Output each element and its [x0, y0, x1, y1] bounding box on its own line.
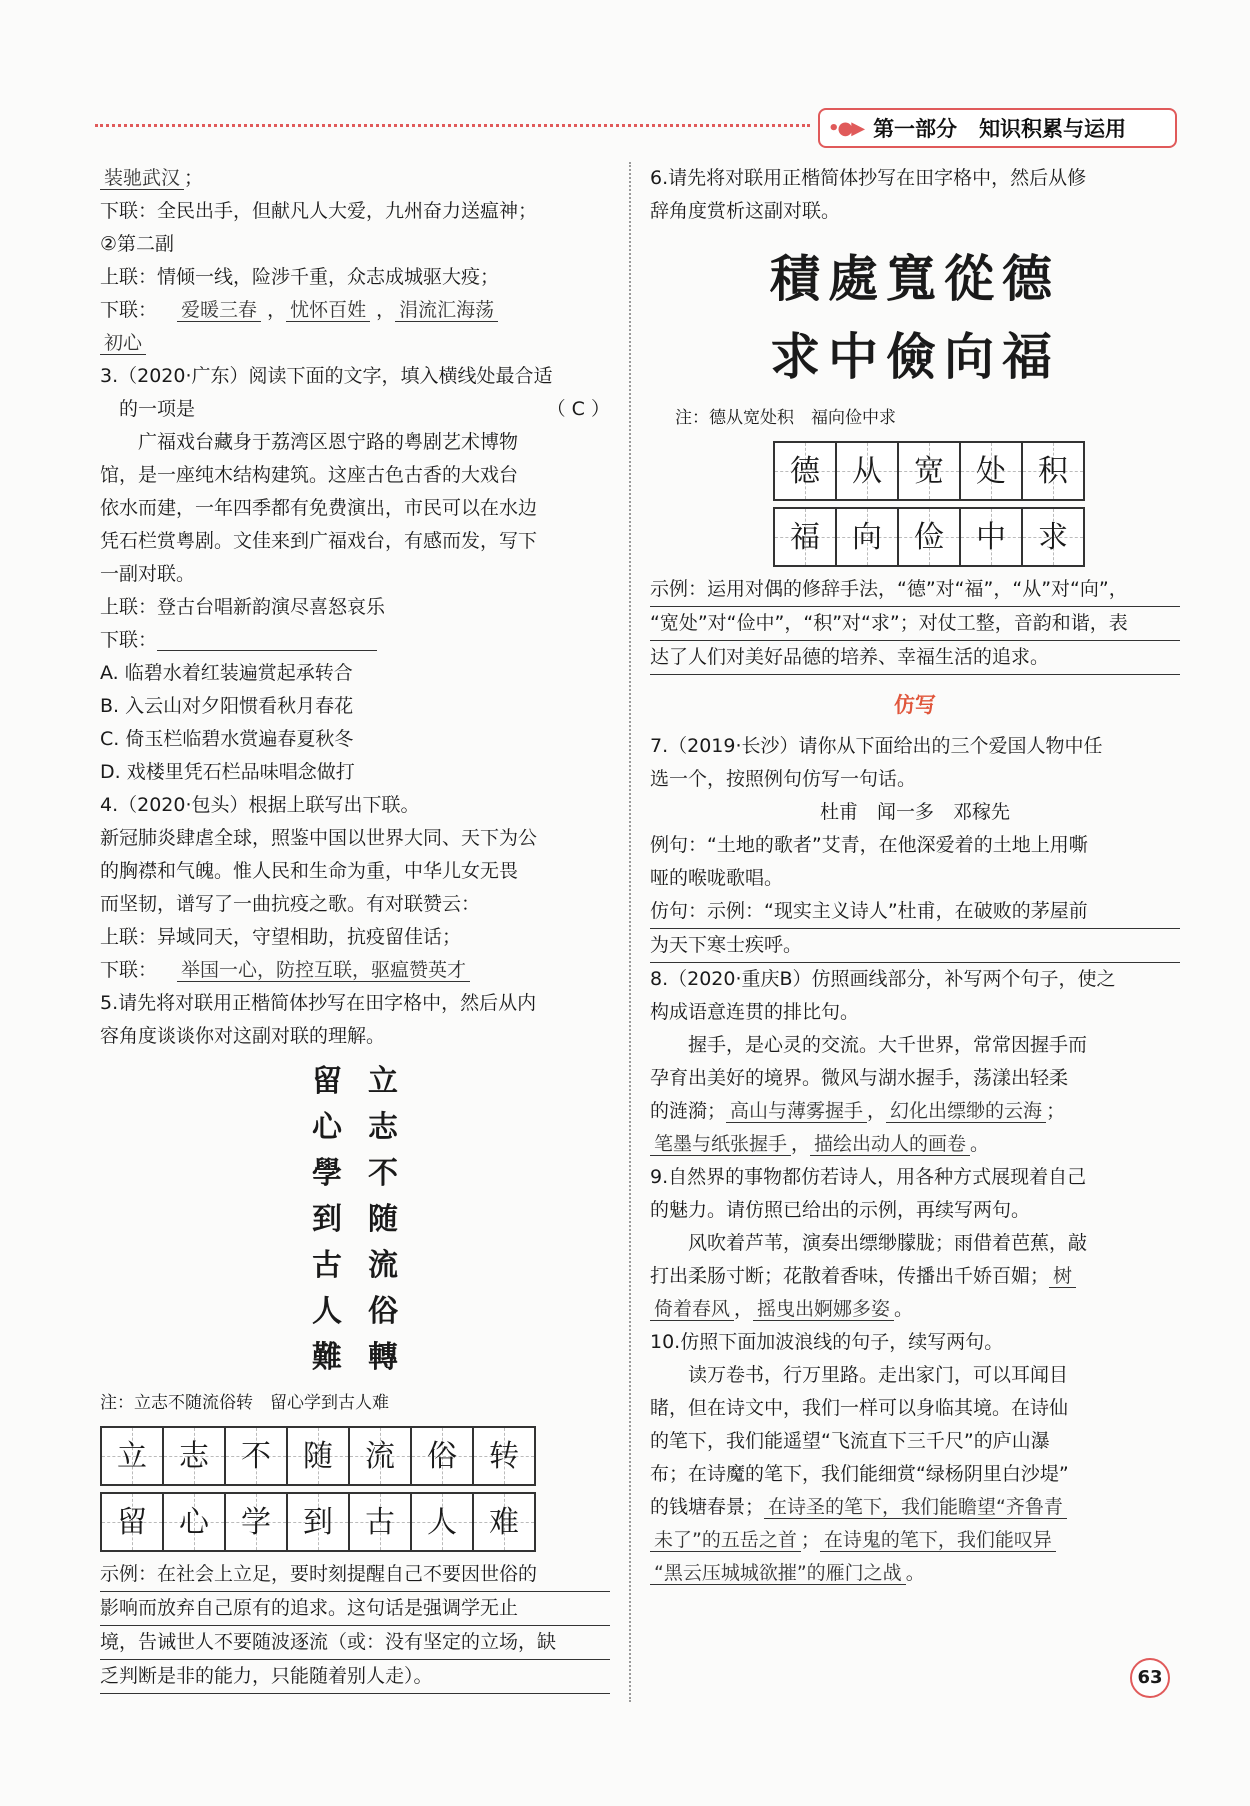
text: 下联： [100, 959, 158, 981]
line: 下联：全民出手，但献凡人大爱，九州奋力送瘟神； [100, 200, 538, 222]
q6-grid-1 [773, 441, 1180, 501]
q9-head2: 的魅力。请仿照已给出的示例，再续写两句。 [650, 1199, 1031, 1221]
grid-cell: 俗 [410, 1426, 472, 1486]
calligraphy-right-column [368, 1059, 398, 1381]
line: “黑云压城城欲摧”的雁门之战 。 [650, 1557, 1180, 1590]
calli-char: 随 [368, 1202, 398, 1237]
calli-char: 心 [312, 1110, 342, 1145]
q5-calligraphy [100, 1059, 610, 1381]
header-arrow-icon: •●▶ [828, 117, 864, 139]
q5-answer-line: 影响而放弃自己原有的追求。这句话是强调学无止 [100, 1592, 610, 1626]
section-title: 仿写 [894, 693, 936, 717]
q6-grid-2 [773, 507, 1180, 567]
q6-calligraphy [650, 246, 1180, 390]
line: 广福戏台藏身于荔湾区恩宁路的粤剧艺术博物 [138, 431, 519, 453]
answer: 幻化出缥缈的云海 [886, 1100, 1046, 1123]
calli-char: 志 [368, 1110, 398, 1145]
line: 打出柔肠寸断；花散着香味，传播出千娇百媚； 树 [650, 1260, 1180, 1293]
calli-char: 到 [312, 1202, 342, 1237]
grid-cell: 福 [773, 507, 835, 567]
grid-cell: 流 [348, 1426, 410, 1486]
line: 的钱塘春景； 在诗圣的笔下，我们能瞻望“齐鲁青 [650, 1491, 1180, 1524]
line [100, 954, 610, 987]
q9-head: 9.自然界的事物都仿若诗人，用各种方式展现着自己 [650, 1166, 1087, 1188]
q5-answer-line: 境，告诫世人不要随波逐流（或：没有坚定的立场，缺 [100, 1626, 610, 1660]
line: 上联：情倾一线，险涉千重，众志成城驱大疫； [100, 266, 500, 288]
text: 下联： [100, 629, 158, 651]
line: 未了”的五岳之首 ； 在诗鬼的笔下，我们能叹异 [650, 1524, 1180, 1557]
q3-head: 3.（2020·广东）阅读下面的文字，填入横线处最合适 [100, 365, 553, 387]
grid-cell: 从 [835, 441, 897, 501]
text: 的一项是 [119, 398, 196, 420]
answer: 未了”的五岳之首 [650, 1529, 801, 1552]
calligraphy-bottom-line: 求中儉向福 [770, 327, 1060, 386]
line [100, 327, 610, 360]
line: 风吹着芦苇，演奏出缥缈朦胧；雨借着芭蕉，敲 [688, 1232, 1088, 1254]
right-column [650, 162, 1180, 1590]
header-section: 第一部分 [873, 117, 958, 141]
line: 布；在诗魔的笔下，我们能细赏“绿杨阴里白沙堤” [650, 1463, 1069, 1485]
q3-answer: （ C ） [546, 398, 610, 420]
calli-char: 古 [312, 1248, 342, 1283]
answer: 忧怀百姓 [286, 299, 370, 322]
answer: 树 [1049, 1265, 1076, 1288]
calli-char: 流 [368, 1248, 398, 1283]
q5-answer-line: 乏判断是非的能力，只能随着别人走）。 [100, 1660, 610, 1694]
grid-cell: 向 [835, 507, 897, 567]
q7-answer-line: 仿句：示例：“现实主义诗人”杜甫，在破败的茅屋前 [650, 895, 1180, 929]
q8-head2: 构成语意连贯的排比句。 [650, 1001, 860, 1023]
line: 的笔下，我们能遥望“飞流直下三千尺”的庐山瀑 [650, 1430, 1050, 1452]
q7-answer-line: 为天下寒士疾呼。 [650, 929, 1180, 963]
calli-char: 轉 [368, 1340, 398, 1375]
answer: 摇曳出婀娜多姿 [753, 1298, 894, 1321]
q7-people: 杜甫 闻一多 邓稼先 [819, 801, 1010, 823]
q6-head2: 辞角度赏析这副对联。 [650, 200, 841, 222]
blank-line[interactable] [157, 630, 377, 651]
q6-answer-line: 达了人们对美好品德的培养、幸福生活的追求。 [650, 641, 1180, 675]
line: 上联：异域同天，守望相助，抗疫留佳话； [100, 926, 462, 948]
text: ； [184, 167, 204, 189]
line: 读万卷书，行万里路。走出家门，可以耳闻目 [688, 1364, 1069, 1386]
grid-cell: 随 [286, 1426, 348, 1486]
header-title: 知识积累与运用 [979, 117, 1127, 141]
q7-head: 7.（2019·长沙）请你从下面给出的三个爱国人物中任 [650, 735, 1103, 757]
q6-note: 注：德从宽处积 福向俭中求 [675, 408, 896, 428]
q5-head: 5.请先将对联用正楷简体抄写在田字格中，然后从内 [100, 992, 537, 1014]
grid-cell: 转 [472, 1426, 536, 1486]
calligraphy-top-line: 積處寬從德 [770, 249, 1060, 308]
line: 下联： 爱暖三春 ， 忧怀百姓 ， 涓流汇海荡 [100, 294, 610, 327]
q5-grid-2 [100, 1492, 610, 1552]
grid-cell: 德 [773, 441, 835, 501]
line: 馆，是一座纯木结构建筑。这座古色古香的大戏台 [100, 464, 519, 486]
line: 而坚韧，谱写了一曲抗疫之歌。有对联赞云： [100, 893, 481, 915]
option-a: A. 临碧水着红装遍赏起承转合 [100, 662, 353, 684]
calli-char: 學 [312, 1156, 342, 1191]
line: 孕育出美好的境界。微风与湖水握手，荡漾出轻柔 [650, 1067, 1069, 1089]
answer: 倚着春风 [650, 1298, 734, 1321]
q8-head: 8.（2020·重庆B）仿照画线部分，补写两个句子，使之 [650, 968, 1116, 990]
answer: 装驰武汉 [100, 167, 184, 190]
line: 上联：登古台唱新韵演尽喜怒哀乐 [100, 596, 386, 618]
line [100, 162, 610, 195]
line: 哑的喉咙歌唱。 [650, 867, 784, 889]
answer: 在诗圣的笔下，我们能瞻望“齐鲁青 [764, 1496, 1067, 1519]
grid-cell: 中 [959, 507, 1021, 567]
header-dotted-line [95, 124, 810, 127]
answer: 高山与薄雾握手 [726, 1100, 867, 1123]
header-badge [818, 108, 1177, 148]
answer: 在诗鬼的笔下，我们能叹异 [820, 1529, 1056, 1552]
grid-cell: 积 [1021, 441, 1085, 501]
line: 凭石栏赏粤剧。文佳来到广福戏台，有感而发，写下 [100, 530, 538, 552]
q5-note: 注：立志不随流俗转 留心学到古人难 [100, 1393, 389, 1413]
calli-char: 不 [368, 1156, 398, 1191]
line: 睹，但在诗文中，我们一样可以身临其境。在诗仙 [650, 1397, 1069, 1419]
answer: 爱暖三春 [177, 299, 261, 322]
column-divider [629, 162, 631, 1702]
answer: 举国一心，防控互联，驱瘟赞英才 [177, 959, 470, 982]
left-column [100, 162, 610, 1694]
q6-answer-line: “宽处”对“俭中”，“积”对“求”；对仗工整，音韵和谐，表 [650, 607, 1180, 641]
grid-cell: 心 [162, 1492, 224, 1552]
answer: 初心 [100, 332, 146, 355]
calli-char: 立 [368, 1064, 398, 1099]
line: 的涟漪； 高山与薄雾握手 ， 幻化出缥缈的云海 ； [650, 1100, 1066, 1122]
calli-char: 俗 [368, 1294, 398, 1329]
grid-cell: 到 [286, 1492, 348, 1552]
grid-cell: 难 [472, 1492, 536, 1552]
line: 依水而建，一年四季都有免费演出，市民可以在水边 [100, 497, 538, 519]
q10-head: 10.仿照下面加波浪线的句子，续写两句。 [650, 1331, 1004, 1353]
line: 笔墨与纸张握手 ， 描绘出动人的画卷 。 [650, 1128, 1180, 1161]
q5-answer-line: 示例：在社会上立足，要时刻提醒自己不要因世俗的 [100, 1558, 610, 1592]
line: 的胸襟和气魄。惟人民和生命为重，中华儿女无畏 [100, 860, 519, 882]
q6-answer-line: 示例：运用对偶的修辞手法，“德”对“福”，“从”对“向”， [650, 573, 1180, 607]
answer: 笔墨与纸张握手 [650, 1133, 791, 1156]
grid-cell: 宽 [897, 441, 959, 501]
q5-grid-1 [100, 1426, 610, 1486]
calli-char: 留 [312, 1064, 342, 1099]
grid-cell: 学 [224, 1492, 286, 1552]
calli-char: 人 [312, 1294, 342, 1329]
text: 下联： [100, 299, 158, 321]
q7-head2: 选一个，按照例句仿写一句话。 [650, 768, 917, 790]
page-number: 63 [1130, 1658, 1170, 1698]
q6-head: 6.请先将对联用正楷简体抄写在田字格中，然后从修 [650, 167, 1087, 189]
grid-cell: 不 [224, 1426, 286, 1486]
line: 一副对联。 [100, 563, 196, 585]
grid-cell: 处 [959, 441, 1021, 501]
line: 例句：“土地的歌者”艾青，在他深爱着的土地上用嘶 [650, 834, 1088, 856]
line: ②第二副 [100, 233, 175, 255]
option-b: B. 入云山对夕阳惯看秋月春花 [100, 695, 354, 717]
option-d: D. 戏楼里凭石栏品味唱念做打 [100, 761, 355, 783]
line [100, 624, 610, 657]
grid-cell: 人 [410, 1492, 472, 1552]
option-c: C. 倚玉栏临碧水赏遍春夏秋冬 [100, 728, 354, 750]
answer: “黑云压城城欲摧”的雁门之战 [650, 1562, 906, 1585]
line: 新冠肺炎肆虐全球，照鉴中国以世界大同、天下为公 [100, 827, 538, 849]
grid-cell: 志 [162, 1426, 224, 1486]
line: 倚着春风 ， 摇曳出婀娜多姿 。 [650, 1293, 1180, 1326]
grid-cell: 古 [348, 1492, 410, 1552]
calligraphy-left-column [312, 1059, 342, 1381]
line: 握手，是心灵的交流。大千世界，常常因握手而 [688, 1034, 1088, 1056]
grid-cell: 留 [100, 1492, 162, 1552]
q3-head2 [100, 393, 610, 426]
grid-cell: 求 [1021, 507, 1085, 567]
q5-head2: 容角度谈谈你对这副对联的理解。 [100, 1025, 386, 1047]
grid-cell: 立 [100, 1426, 162, 1486]
answer: 涓流汇海荡 [395, 299, 498, 322]
q4-head: 4.（2020·包头）根据上联写出下联。 [100, 794, 420, 816]
grid-cell: 俭 [897, 507, 959, 567]
answer: 描绘出动人的画卷 [810, 1133, 970, 1156]
calli-char: 難 [312, 1340, 342, 1375]
